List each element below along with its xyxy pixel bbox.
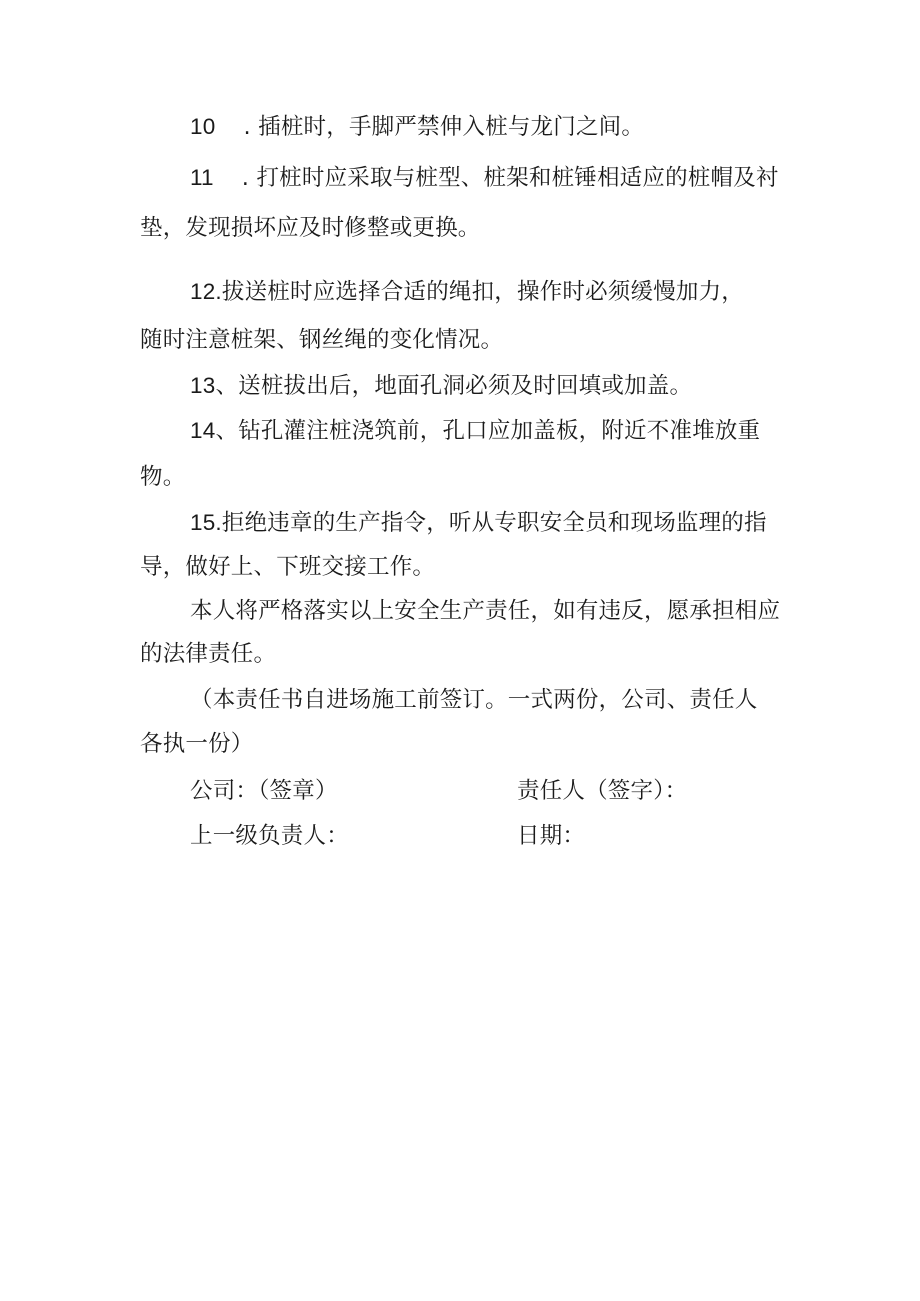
clause-11-line-1 [190, 164, 779, 192]
clause-number: 12. [190, 279, 222, 304]
note-line-2: 各执一份） [140, 731, 254, 757]
clause-15-line-2: 导，做好上、下班交接工作。 [140, 554, 436, 580]
clause-14-line-1 [190, 417, 760, 445]
clause-number: 10 [190, 114, 216, 139]
clause-10 [190, 113, 644, 141]
clause-14-line-2: 物。 [140, 464, 186, 490]
note-line-1: （本责任书自进场施工前签订。一式两份，公司、责任人 [190, 687, 758, 713]
superior-label: 上一级负责人： [190, 823, 349, 849]
clause-13 [190, 372, 692, 400]
clause-number: 11 [190, 165, 214, 190]
company-seal-label: 公司：（签章） [190, 778, 338, 804]
clause-text: 、送桩拔出后，地面孔洞必须及时回填或加盖。 [215, 373, 693, 399]
pledge-line-1: 本人将严格落实以上安全生产责任，如有违反，愿承担相应 [190, 598, 781, 624]
pledge-line-2: 的法律责任。 [140, 641, 277, 667]
clause-text: 拔送桩时应选择合适的绳扣，操作时必须缓慢加力， [221, 279, 744, 305]
clause-text: 、钻孔灌注桩浇筑前，孔口应加盖板，附近不准堆放重 [215, 418, 761, 444]
date-label: 日期： [517, 823, 586, 849]
clause-11-line-2: 垫，发现损坏应及时修整或更换。 [140, 215, 481, 241]
clause-12-line-2: 随时注意桩架、钢丝绳的变化情况。 [140, 327, 504, 353]
clause-number: 15. [190, 510, 222, 535]
responsible-signature-label: 责任人（签字）： [517, 778, 688, 804]
clause-text: . 插桩时，手脚严禁伸入桩与龙门之间。 [243, 114, 645, 140]
clause-15-line-1 [190, 509, 767, 537]
clause-text: 拒绝违章的生产指令，听从专职安全员和现场监理的指 [221, 510, 767, 536]
clause-number: 13 [190, 373, 216, 398]
clause-12-line-1 [190, 278, 744, 306]
clause-number: 14 [190, 418, 216, 443]
clause-text: . 打桩时应采取与桩型、桩架和桩锤相适应的桩帽及衬 [241, 165, 779, 191]
